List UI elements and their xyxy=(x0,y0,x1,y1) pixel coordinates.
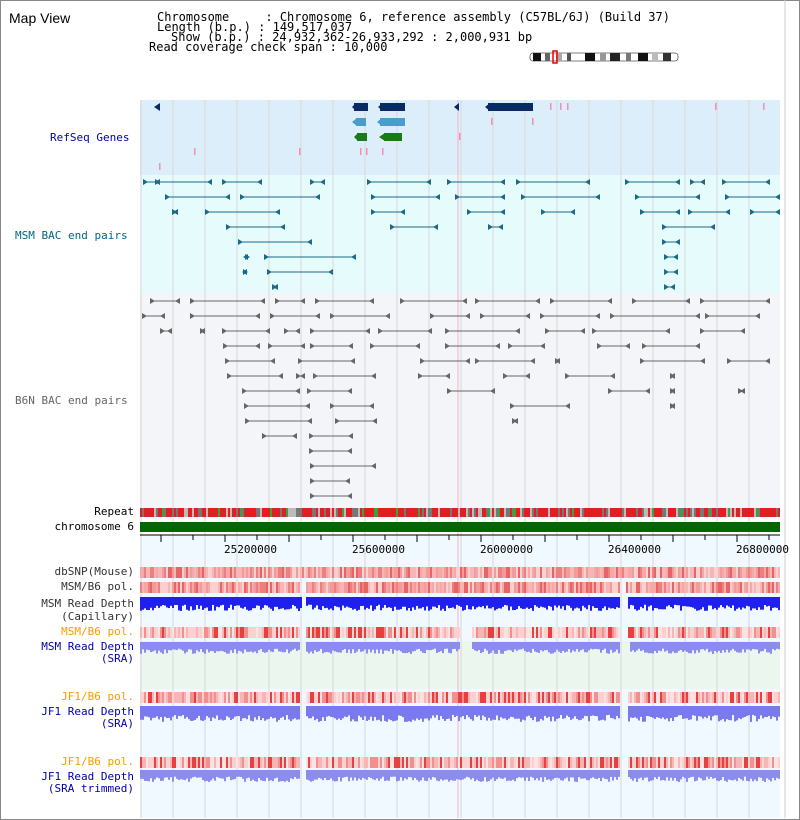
dbsnp-heat-track xyxy=(140,567,780,578)
msm-depth-sra-sublabel: (SRA) xyxy=(100,652,134,665)
axis-tick-label: 26400000 xyxy=(608,543,661,556)
msm-b6-pol-sra-heat-track xyxy=(140,627,780,638)
refseq-track-label: RefSeq Genes xyxy=(50,131,130,144)
jf1-depth-sra-label: JF1 Read Depth xyxy=(41,705,134,718)
jf1-b6-pol-heat-track xyxy=(140,692,780,703)
axis-tick-label: 25200000 xyxy=(224,543,277,556)
jf1-depth-trimmed-label: JF1 Read Depth xyxy=(41,770,134,783)
msm-bac-track-label: MSM BAC end pairs xyxy=(15,229,128,242)
chromosome-track-label: chromosome 6 xyxy=(54,520,134,533)
axis-tick-label: 25600000 xyxy=(352,543,405,556)
msm-b6-pol-sra-label: MSM/B6 pol. xyxy=(61,625,134,638)
msm-b6-pol-track-label: MSM/B6 pol. xyxy=(61,580,134,593)
axis-tick-label: 26000000 xyxy=(480,543,533,556)
repeat-track xyxy=(140,508,780,517)
chromosome-bar xyxy=(140,522,780,532)
repeat-track-label: Repeat xyxy=(94,505,134,518)
msm-depth-capillary-sublabel: (Capillary) xyxy=(61,610,134,623)
jf1-b6-pol-label: JF1/B6 pol. xyxy=(61,690,134,703)
b6n-bac-track-label: B6N BAC end pairs xyxy=(15,394,128,407)
dbsnp-track-label: dbSNP(Mouse) xyxy=(54,565,134,578)
msm-depth-sra-label: MSM Read Depth xyxy=(41,640,134,653)
jf1-b6-pol-trimmed-heat-track xyxy=(140,757,780,768)
jf1-depth-sra-sublabel: (SRA) xyxy=(100,717,134,730)
msm-depth-capillary-label: MSM Read Depth xyxy=(41,597,134,610)
length-info: Length (b.p.) : 149,517,037 xyxy=(157,20,353,34)
chromosome-ideogram[interactable] xyxy=(530,51,678,63)
show-range-info: Show (b.p.) : 24,932,362-26,933,292 : 2,000,931 bp xyxy=(171,30,533,44)
chromosome-info: Chromosome : Chromosome 6, reference assembly (C57BL/6J) (Build 37) xyxy=(157,10,670,24)
axis-tick-label: 26800000 xyxy=(736,543,789,556)
jf1-depth-trimmed-sublabel: (SRA trimmed) xyxy=(47,782,134,795)
jf1-b6-pol-trimmed-label: JF1/B6 pol. xyxy=(61,755,134,768)
page-title: Map View xyxy=(9,10,71,26)
msm-b6-pol-heat-track xyxy=(140,582,780,593)
coverage-span-info: Read coverage check span : 10,000 xyxy=(149,40,388,54)
